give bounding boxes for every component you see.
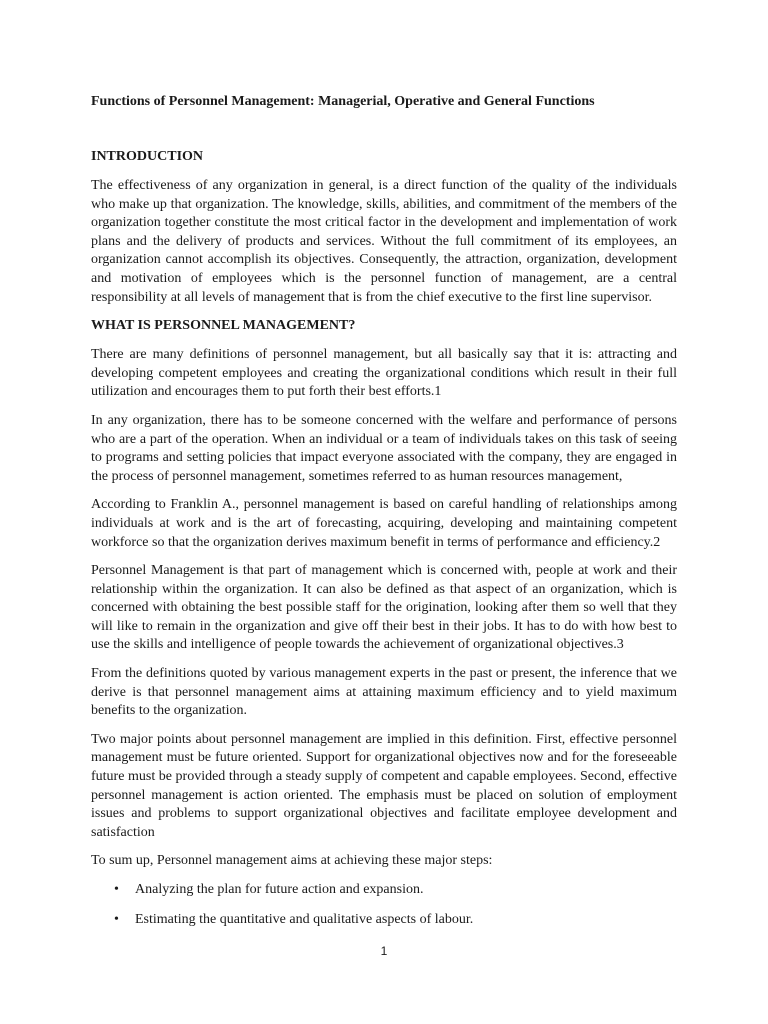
- section-heading-introduction: INTRODUCTION: [91, 149, 204, 164]
- bullet-icon: •: [114, 882, 119, 897]
- paragraph-introduction: The effectiveness of any organization in general, is a direct function of the quality of the individuals who make up that organization. The knowledge, skills, abilities, and commitment of the members of the organization together constitute the most critical factor in the development and implementation of work plans and the delivery of products and services. Without the full commitment of its employees, an organization cannot accomplish its objectives. Consequently, the attraction, organization, development and motivation of employees which is the personnel function of management, are a central responsibility at all levels of management that is from the chief executive to the first line supervisor.: [91, 178, 677, 305]
- list-item-text: Analyzing the plan for future action and expansion.: [135, 882, 424, 897]
- list-item-text: Estimating the quantitative and qualitative aspects of labour.: [135, 911, 474, 927]
- list-item: [91, 911, 677, 930]
- paragraph-personnel-management-definition: Personnel Management is that part of management which is concerned with, people at work and their relationship within the organization. It can also be defined as that aspect of an organization, which is concerned with obtaining the best possible staff for the origination, looking after them so well that they will like to remain in the organization and give off their best in their jobs. It has to do with how best to use the skills and intelligence of people towards the achievement of organizational objectives.3: [91, 563, 677, 653]
- paragraph-organization-welfare: In any organization, there has to be someone concerned with the welfare and performance of persons who are a part of the operation. When an individual or a team of individuals takes on this task of seeing to programs and setting policies that impact everyone associated with the company, they are engaged in the process of personnel management, sometimes referred to as human resources management,: [91, 412, 677, 484]
- bullet-icon: •: [114, 911, 119, 927]
- paragraph-franklin-definition: According to Franklin A., personnel management is based on careful handling of relationships among individuals at work and is the art of forecasting, acquiring, developing and maintaining competent workforce so that the organization derives maximum benefit in terms of performance and efficiency.2: [91, 497, 677, 550]
- paragraph-inference: From the definitions quoted by various management experts in the past or present, the inference that we derive is that personnel management aims at attaining maximum efficiency and to yield maximum benefits to the organization.: [91, 666, 677, 719]
- paragraph-sum-up: To sum up, Personnel management aims at achieving these major steps:: [91, 853, 493, 869]
- document-title: Functions of Personnel Management: Managerial, Operative and General Functions: [91, 94, 595, 109]
- document-page: [91, 93, 677, 940]
- paragraph-definitions-overview: There are many definitions of personnel management, but all basically say that it is: attracting and developing competent employees and creating the organizational conditions which result in their full utilization and encourages them to put forth their best efforts.1: [91, 347, 677, 400]
- bullet-list: [91, 881, 677, 929]
- paragraph-two-major-points: Two major points about personnel management are implied in this definition. First, effective personnel management must be future oriented. Support for organizational objectives now and for the foreseeable future must be provided through a steady supply of competent and capable employees. Second, effective personnel management is action oriented. The emphasis must be placed on solution of employment issues and problems to support organizational objectives and facilitate employee development and satisfaction: [91, 731, 677, 840]
- list-item: [91, 881, 677, 900]
- section-heading-what-is-personnel-management: WHAT IS PERSONNEL MANAGEMENT?: [91, 318, 356, 334]
- page-number: 1: [380, 944, 388, 958]
